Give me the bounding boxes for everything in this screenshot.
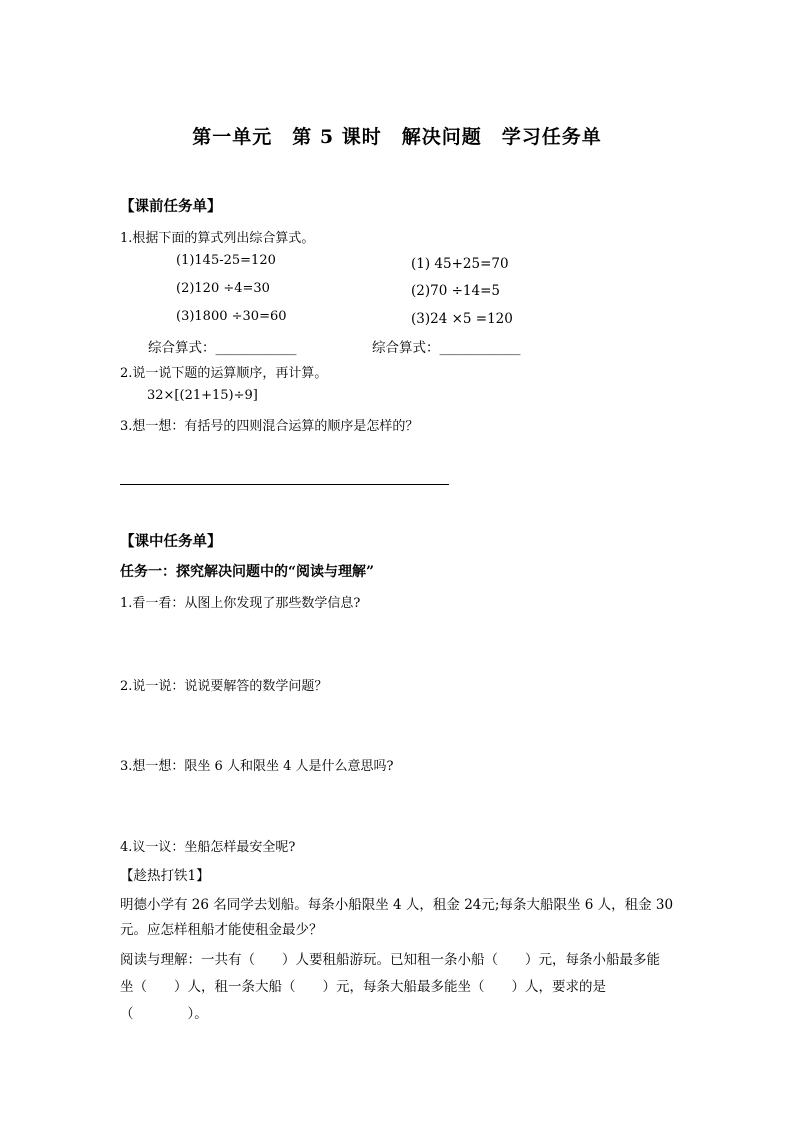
- pre-class-header: 【课前任务单】: [120, 198, 222, 215]
- task1-title: 任务一：探究解决问题中的“阅读与理解”: [120, 564, 375, 580]
- practice-header: 【趁热打铁1】: [120, 868, 210, 884]
- q1-answer-left: 综合算式：____________: [148, 340, 297, 356]
- q2-expression: 32×[(21+15)÷9]: [147, 388, 258, 403]
- in-class-item-3: 3.想一想：限坐 6 人和限坐 4 人是什么意思吗?: [120, 759, 394, 774]
- problem-line-2: 元。应怎样租船才能使租金最少？: [120, 922, 323, 938]
- answer-line: [120, 484, 449, 485]
- q1-right-eq-1: (1) 45+25=70: [411, 256, 509, 272]
- q1-right-eq-2: (2)70 ÷14=5: [411, 283, 500, 299]
- problem-line-1: 明德小学有 26 名同学去划船。每条小船限坐 4 人，租金 24元;每条大船限坐 6 人，租金 30: [120, 897, 674, 913]
- q1-right-eq-3: (3)24 ×5 =120: [411, 311, 513, 327]
- q1-left-eq-3: (3)1800 ÷30=60: [176, 309, 287, 324]
- q1-left-eq-2: (2)120 ÷4=30: [176, 281, 270, 296]
- in-class-header: 【课中任务单】: [120, 533, 222, 550]
- in-class-item-1: 1.看一看：从图上你发现了那些数学信息?: [120, 596, 361, 611]
- q1-left-eq-1: (1)145-25=120: [176, 253, 276, 268]
- reading-line-1: 阅读与理解：一共有（ ）人要租船游玩。已知租一条小船（ ）元，每条小船最多能: [120, 952, 660, 968]
- page-title: 第一单元 第 5 课时 解决问题 学习任务单: [192, 126, 602, 148]
- q2-prompt: 2.说一说下题的运算顺序，再计算。: [120, 366, 328, 381]
- q3-prompt: 3.想一想：有括号的四则混合运算的顺序是怎样的？: [120, 419, 419, 434]
- reading-line-2: 坐（ ）人，租一条大船（ ）元，每条大船最多能坐（ ）人，要求的是: [120, 979, 606, 995]
- in-class-item-4: 4.议一议：坐船怎样最安全呢?: [120, 840, 296, 855]
- q1-answer-right: 综合算式：____________: [372, 340, 521, 356]
- in-class-item-2: 2.说一说：说说要解答的数学问题？: [120, 679, 328, 694]
- reading-line-3: （ ）。: [120, 1006, 208, 1022]
- q1-prompt: 1.根据下面的算式列出综合算式。: [120, 231, 315, 246]
